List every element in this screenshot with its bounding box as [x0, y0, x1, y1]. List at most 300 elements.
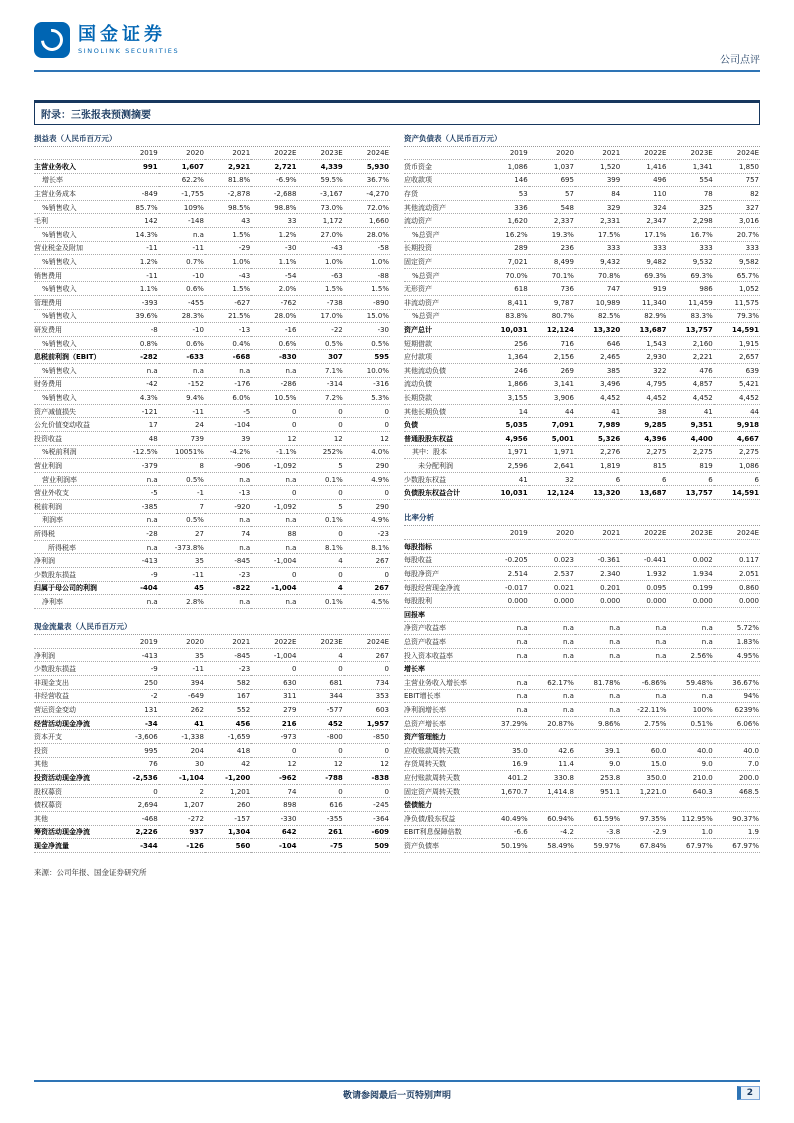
value-cell: 757 [714, 173, 760, 187]
right-column [404, 130, 760, 878]
value-cell: 60.94% [529, 811, 575, 825]
year-cell: 2020 [529, 526, 575, 539]
value-cell [482, 608, 528, 622]
value-cell [621, 730, 667, 744]
value-cell: -5 [205, 404, 251, 418]
value-cell: 100% [667, 703, 713, 717]
value-cell: 38 [621, 404, 667, 418]
value-cell: -393 [112, 296, 158, 310]
value-cell: 167 [205, 689, 251, 703]
value-cell [575, 608, 621, 622]
data-row [404, 689, 760, 703]
value-cell: 0.5% [297, 336, 343, 350]
data-row [34, 486, 390, 500]
value-cell: 2,694 [112, 798, 158, 812]
value-cell: 2,347 [621, 214, 667, 228]
data-row [404, 825, 760, 839]
value-cell: 12 [297, 757, 343, 771]
value-cell: -668 [205, 350, 251, 364]
value-cell: 418 [205, 743, 251, 757]
value-cell: 496 [621, 173, 667, 187]
value-cell: 1.5% [205, 228, 251, 242]
page-header [34, 20, 760, 72]
value-cell: n.a [575, 648, 621, 662]
value-cell: 2,226 [112, 825, 158, 839]
value-cell: 21.5% [205, 309, 251, 323]
value-cell [621, 662, 667, 676]
row-label: %销售收入 [34, 255, 112, 269]
value-cell: 0.095 [621, 580, 667, 594]
value-cell: 307 [297, 350, 343, 364]
value-cell: 40.0 [667, 743, 713, 757]
value-cell: 7,091 [529, 418, 575, 432]
row-label: 总资产收益率 [404, 635, 482, 649]
value-cell: 279 [251, 703, 297, 717]
value-cell: -88 [344, 268, 390, 282]
data-row [34, 472, 390, 486]
value-cell: -43 [205, 268, 251, 282]
row-label: 管理费用 [34, 296, 112, 310]
value-cell: 0.4% [205, 336, 251, 350]
data-row [34, 200, 390, 214]
value-cell: n.a [621, 621, 667, 635]
row-label: 长期贷款 [404, 391, 482, 405]
value-cell: 9.86% [575, 716, 621, 730]
value-cell: 40.49% [482, 811, 528, 825]
value-cell: 24 [159, 418, 205, 432]
value-cell: 0 [344, 784, 390, 798]
value-cell: 7.1% [297, 364, 343, 378]
row-label: %销售收入 [34, 282, 112, 296]
value-cell: 1,364 [482, 350, 528, 364]
value-cell: 72.0% [344, 200, 390, 214]
value-cell: -355 [297, 811, 343, 825]
value-cell: 1,172 [297, 214, 343, 228]
value-cell: 60.0 [621, 743, 667, 757]
value-cell: 83.3% [667, 309, 713, 323]
value-cell: n.a [205, 364, 251, 378]
value-cell: -788 [297, 771, 343, 785]
value-cell: 1,304 [205, 825, 251, 839]
row-label: 资产减值损失 [34, 404, 112, 418]
value-cell: 7 [159, 499, 205, 513]
value-cell: 401.2 [482, 771, 528, 785]
value-cell: 9,582 [714, 255, 760, 269]
value-cell: -633 [159, 350, 205, 364]
value-cell: -11 [159, 567, 205, 581]
value-cell: 5.72% [714, 621, 760, 635]
value-cell: -42 [112, 377, 158, 391]
data-row [404, 268, 760, 282]
row-label: 每股股利 [404, 594, 482, 608]
year-cell: 2019 [112, 147, 158, 160]
value-cell: 0.7% [159, 255, 205, 269]
value-cell: 1.9 [714, 825, 760, 839]
value-cell: 15.0 [621, 757, 667, 771]
value-cell [529, 730, 575, 744]
value-cell: -11 [159, 404, 205, 418]
value-cell: 7.0 [714, 757, 760, 771]
value-cell: 65.7% [714, 268, 760, 282]
years-header-row [34, 147, 390, 160]
value-cell [714, 662, 760, 676]
value-cell: 7,989 [575, 418, 621, 432]
value-cell: -838 [344, 771, 390, 785]
value-cell: 4 [297, 648, 343, 662]
data-row [34, 703, 390, 717]
value-cell: 0 [251, 743, 297, 757]
value-cell: 61.59% [575, 811, 621, 825]
value-cell: n.a [112, 513, 158, 527]
row-label: 长期投资 [404, 241, 482, 255]
data-row [404, 404, 760, 418]
value-cell: 17 [112, 418, 158, 432]
value-cell: n.a [529, 621, 575, 635]
row-label: %销售收入 [34, 228, 112, 242]
value-cell: 9,432 [575, 255, 621, 269]
row-label: 存货周转天数 [404, 757, 482, 771]
value-cell: -22.11% [621, 703, 667, 717]
row-label: 债权募资 [34, 798, 112, 812]
years-row-spacer [34, 635, 112, 648]
value-cell: 681 [297, 675, 343, 689]
value-cell: 9,787 [529, 296, 575, 310]
data-row [404, 350, 760, 364]
data-row [34, 241, 390, 255]
value-cell [621, 540, 667, 554]
ratio-analysis-table [404, 526, 760, 852]
row-label: 负债 [404, 418, 482, 432]
value-cell: 110 [621, 187, 667, 201]
row-label: 少数股东损益 [34, 567, 112, 581]
value-cell: 253.8 [575, 771, 621, 785]
value-cell: 8 [159, 459, 205, 473]
value-cell: -413 [112, 554, 158, 568]
page-footer [34, 1080, 760, 1101]
content-area [34, 100, 760, 878]
value-cell: 2.340 [575, 567, 621, 581]
value-cell: n.a [112, 472, 158, 486]
years-row-spacer [404, 147, 482, 160]
value-cell: 13,320 [575, 486, 621, 500]
value-cell: 1.5% [344, 282, 390, 296]
value-cell: 3,141 [529, 377, 575, 391]
value-cell: 79.3% [714, 309, 760, 323]
value-cell: -9 [112, 662, 158, 676]
value-cell: -2,688 [251, 187, 297, 201]
value-cell: 4 [297, 554, 343, 568]
value-cell: 333 [714, 241, 760, 255]
left-column [34, 130, 390, 878]
value-cell: 4 [297, 581, 343, 595]
data-row [404, 391, 760, 405]
row-label: 主营业务收入 [34, 160, 112, 174]
value-cell: -738 [297, 296, 343, 310]
value-cell: 1,607 [159, 160, 205, 174]
data-row [34, 445, 390, 459]
value-cell: n.a [482, 703, 528, 717]
value-cell: -282 [112, 350, 158, 364]
value-cell: 2,275 [714, 445, 760, 459]
value-cell: 6.06% [714, 716, 760, 730]
value-cell: 28.0% [251, 309, 297, 323]
value-cell: -822 [205, 581, 251, 595]
data-row [34, 554, 390, 568]
value-cell: 3,155 [482, 391, 528, 405]
value-cell: 10,989 [575, 296, 621, 310]
value-cell: 20.87% [529, 716, 575, 730]
value-cell: 2,596 [482, 459, 528, 473]
row-label: 货币资金 [404, 160, 482, 174]
value-cell: 97.35% [621, 811, 667, 825]
row-label: 非经营收益 [34, 689, 112, 703]
data-row [404, 472, 760, 486]
year-cell: 2019 [482, 526, 528, 539]
value-cell: 4.0% [344, 445, 390, 459]
value-cell: -973 [251, 730, 297, 744]
brand-text [78, 25, 179, 55]
row-label: 财务费用 [34, 377, 112, 391]
appendix-title: 附录：三张报表预测摘要 [34, 100, 760, 125]
value-cell: -11 [112, 241, 158, 255]
row-label: 增长率 [34, 173, 112, 187]
value-cell: 69.3% [667, 268, 713, 282]
data-row [404, 743, 760, 757]
data-row [34, 513, 390, 527]
source-note: 来源：公司年报、国金证券研究所 [34, 867, 147, 877]
value-cell: 995 [112, 743, 158, 757]
row-label: 其他 [34, 811, 112, 825]
row-label: 其他长期负债 [404, 404, 482, 418]
value-cell: 1,971 [482, 445, 528, 459]
value-cell: n.a [205, 540, 251, 554]
data-row [404, 377, 760, 391]
year-cell: 2023E [667, 147, 713, 160]
value-cell: -22 [297, 323, 343, 337]
value-cell: 1,971 [529, 445, 575, 459]
value-cell [667, 608, 713, 622]
data-row [34, 743, 390, 757]
value-cell: 0.5% [344, 336, 390, 350]
data-row [404, 703, 760, 717]
value-cell: 17.0% [297, 309, 343, 323]
data-row [34, 228, 390, 242]
value-cell: 5 [297, 499, 343, 513]
row-label: %总资产 [404, 228, 482, 242]
value-cell: -609 [344, 825, 390, 839]
balance-sheet-title: 资产负债表（人民币百万元） [404, 130, 760, 147]
row-label: 每股经营现金净流 [404, 580, 482, 594]
value-cell: -627 [205, 296, 251, 310]
value-cell: 0.002 [667, 553, 713, 567]
data-row [34, 364, 390, 378]
row-label: 其他流动负债 [404, 364, 482, 378]
value-cell: 70.8% [575, 268, 621, 282]
value-cell: -13 [205, 486, 251, 500]
value-cell: 35 [159, 648, 205, 662]
value-cell: n.a [529, 635, 575, 649]
cashflow-table [34, 635, 390, 853]
value-cell [482, 662, 528, 676]
data-row [34, 499, 390, 513]
value-cell: -30 [344, 323, 390, 337]
data-row [34, 309, 390, 323]
value-cell: n.a [575, 621, 621, 635]
value-cell: 1,086 [482, 160, 528, 174]
data-row [34, 173, 390, 187]
row-label: 固定资产周转天数 [404, 784, 482, 798]
value-cell [667, 730, 713, 744]
value-cell [667, 662, 713, 676]
data-row [34, 404, 390, 418]
value-cell: 42.6 [529, 743, 575, 757]
value-cell: -1,092 [251, 459, 297, 473]
data-row [34, 675, 390, 689]
value-cell: 509 [344, 839, 390, 853]
years-header-row [34, 635, 390, 648]
value-cell: 12 [251, 757, 297, 771]
value-cell: 19.3% [529, 228, 575, 242]
balance-sheet-table [404, 147, 760, 500]
value-cell: -0.205 [482, 553, 528, 567]
value-cell: n.a [482, 689, 528, 703]
data-row [34, 784, 390, 798]
value-cell: 2.051 [714, 567, 760, 581]
row-label: 净利润增长率 [404, 703, 482, 717]
value-cell: -176 [205, 377, 251, 391]
value-cell: 456 [205, 716, 251, 730]
value-cell: 76 [112, 757, 158, 771]
value-cell: 1.5% [205, 282, 251, 296]
value-cell: 4.3% [112, 391, 158, 405]
value-cell: -245 [344, 798, 390, 812]
value-cell: -104 [251, 839, 297, 853]
value-cell: 2,298 [667, 214, 713, 228]
value-cell: n.a [159, 364, 205, 378]
data-row [404, 839, 760, 853]
value-cell: 88 [251, 527, 297, 541]
value-cell: 639 [714, 364, 760, 378]
value-cell: 4,452 [575, 391, 621, 405]
row-label: %税前利润 [34, 445, 112, 459]
year-cell: 2022E [251, 147, 297, 160]
value-cell: n.a [482, 635, 528, 649]
value-cell: -272 [159, 811, 205, 825]
data-row [34, 771, 390, 785]
value-cell: -577 [297, 703, 343, 717]
value-cell: n.a [159, 228, 205, 242]
value-cell: -286 [251, 377, 297, 391]
row-label: 利润率 [34, 513, 112, 527]
value-cell: 0.6% [159, 336, 205, 350]
value-cell: 37.29% [482, 716, 528, 730]
value-cell: 0 [251, 404, 297, 418]
value-cell: 552 [205, 703, 251, 717]
value-cell: 290 [344, 499, 390, 513]
value-cell: 14.3% [112, 228, 158, 242]
row-label: 应付款项 [404, 350, 482, 364]
value-cell: 1,520 [575, 160, 621, 174]
value-cell: n.a [112, 540, 158, 554]
row-label: 所得税 [34, 527, 112, 541]
data-row [34, 567, 390, 581]
value-cell: 73.0% [297, 200, 343, 214]
value-cell: 0.000 [575, 594, 621, 608]
row-label: EBIT利息保障倍数 [404, 825, 482, 839]
value-cell: 9,285 [621, 418, 667, 432]
value-cell: 4.9% [344, 472, 390, 486]
value-cell: -800 [297, 730, 343, 744]
value-cell: n.a [482, 675, 528, 689]
value-cell [621, 608, 667, 622]
value-cell: 109% [159, 200, 205, 214]
data-row [34, 689, 390, 703]
value-cell: 44 [529, 404, 575, 418]
value-cell: 311 [251, 689, 297, 703]
value-cell: 41 [575, 404, 621, 418]
year-cell: 2019 [482, 147, 528, 160]
data-row [34, 757, 390, 771]
value-cell: 80.7% [529, 309, 575, 323]
row-label: 资产管理能力 [404, 730, 482, 744]
row-label: 无形资产 [404, 282, 482, 296]
row-label: 投资活动现金净流 [34, 771, 112, 785]
value-cell: 15.0% [344, 309, 390, 323]
value-cell: -12.5% [112, 445, 158, 459]
value-cell: 0 [297, 486, 343, 500]
value-cell: 7.2% [297, 391, 343, 405]
value-cell: 0 [344, 743, 390, 757]
value-cell: 204 [159, 743, 205, 757]
row-label: 偿债能力 [404, 798, 482, 812]
row-label: 净负债/股东权益 [404, 811, 482, 825]
value-cell: -1,200 [205, 771, 251, 785]
value-cell: 0.000 [714, 594, 760, 608]
value-cell: -1,338 [159, 730, 205, 744]
data-row [34, 839, 390, 853]
row-label: 资本开支 [34, 730, 112, 744]
brand-name-en: SINOLINK SECURITIES [78, 47, 180, 55]
value-cell: 1,341 [667, 160, 713, 174]
value-cell: -29 [205, 241, 251, 255]
value-cell: -34 [112, 716, 158, 730]
value-cell: n.a [529, 689, 575, 703]
value-cell: -63 [297, 268, 343, 282]
data-row [34, 648, 390, 662]
row-label: %销售收入 [34, 309, 112, 323]
data-row [404, 255, 760, 269]
value-cell: 0 [297, 567, 343, 581]
value-cell: 0.000 [482, 594, 528, 608]
row-label: 营业税金及附加 [34, 241, 112, 255]
year-cell: 2019 [112, 635, 158, 648]
value-cell: -10 [159, 323, 205, 337]
value-cell: 4,956 [482, 431, 528, 445]
value-cell: 146 [482, 173, 528, 187]
value-cell: 9,532 [667, 255, 713, 269]
value-cell: 991 [112, 160, 158, 174]
value-cell: 819 [667, 459, 713, 473]
row-label: %销售收入 [34, 336, 112, 350]
value-cell: 0.201 [575, 580, 621, 594]
value-cell: 747 [575, 282, 621, 296]
value-cell: 39 [205, 431, 251, 445]
row-label: 主营业务成本 [34, 187, 112, 201]
value-cell: -104 [205, 418, 251, 432]
data-row [34, 255, 390, 269]
value-cell: -373.8% [159, 540, 205, 554]
data-row [34, 377, 390, 391]
